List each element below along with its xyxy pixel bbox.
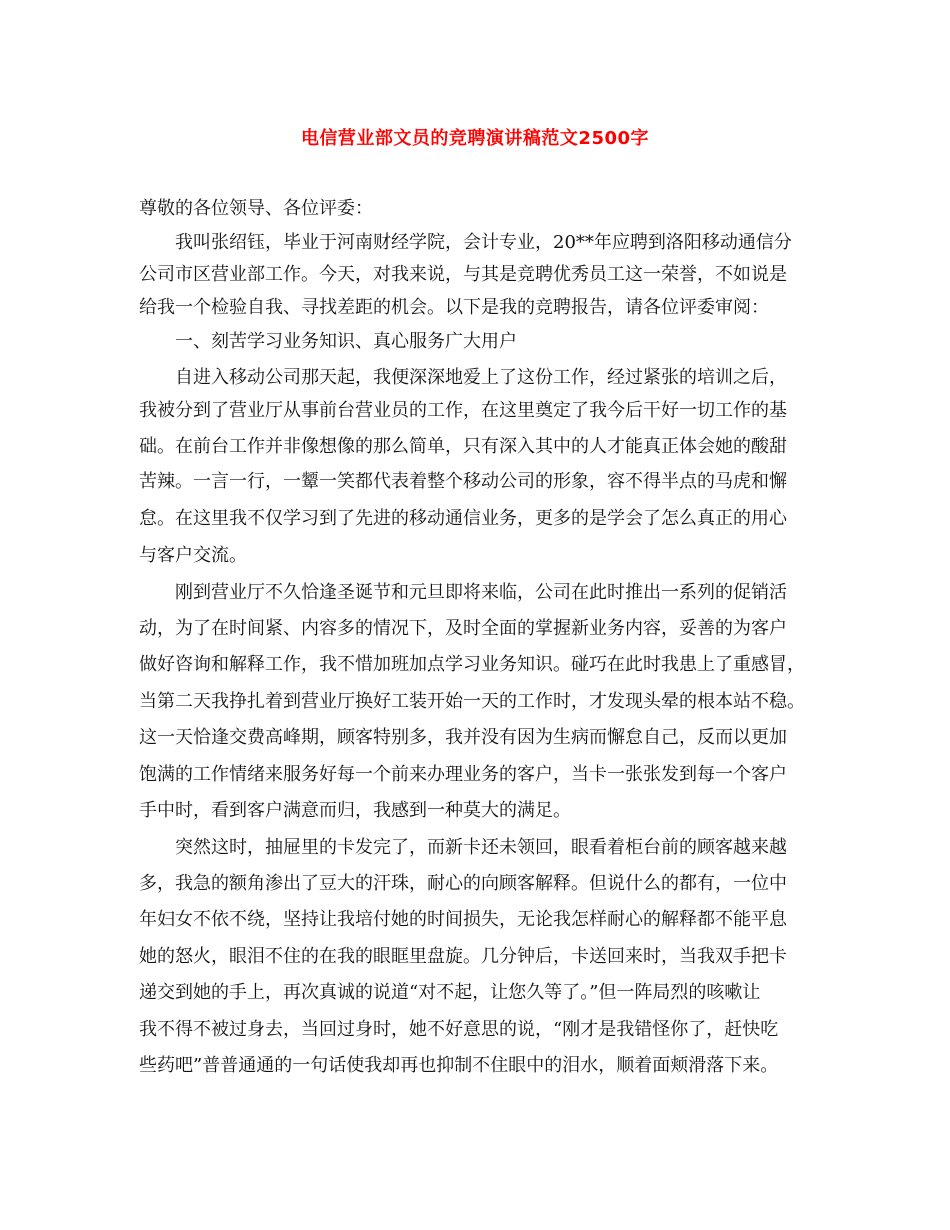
paragraph-line: 我被分到了营业厅从事前台营业员的工作，在这里奠定了我今后干好一切工作的基	[139, 400, 787, 421]
paragraph-line: 公司市区营业部工作。今天，对我来说，与其是竞聘优秀员工这一荣誉，不如说是	[139, 264, 787, 285]
paragraph-line: 动，为了在时间紧、内容多的情况下，及时全面的掌握新业务内容，妥善的为客户	[139, 618, 787, 639]
paragraph-line: 自进入移动公司那天起，我便深深地爱上了这份工作，经过紧张的培训之后，	[175, 367, 787, 388]
paragraph-line: 与客户交流。	[139, 545, 247, 566]
section-heading: 一、刻苦学习业务知识、真心服务广大用户	[175, 331, 517, 352]
paragraph-line: 些药吧”普普通通的一句话使我却再也抑制不住眼中的泪水，顺着面颊滑落下来。	[139, 1055, 779, 1076]
paragraph-line: 这一天恰逢交费高峰期，顾客特别多，我并没有因为生病而懈怠自己，反而以更加	[139, 727, 787, 748]
paragraph-line: 手中时，看到客户满意而归，我感到一种莫大的满足。	[139, 800, 571, 821]
paragraph-line: 做好咨询和解释工作，我不惜加班加点学习业务知识。碰巧在此时我患上了重感冒，	[139, 654, 805, 675]
paragraph-line: 苦辣。一言一行，一颦一笑都代表着整个移动公司的形象，容不得半点的马虎和懈	[139, 471, 787, 492]
paragraph-line: 础。在前台工作并非像想像的那么简单，只有深入其中的人才能真正体会她的酸甜	[139, 436, 787, 457]
paragraph-line: 饱满的工作情绪来服务好每一个前来办理业务的客户，当卡一张张发到每一个客户	[139, 764, 787, 785]
paragraph-line: 给我一个检验自我、寻找差距的机会。以下是我的竞聘报告，请各位评委审阅：	[139, 297, 769, 318]
paragraph-line: 当第二天我挣扎着到营业厅换好工装开始一天的工作时，才发现头晕的根本站不稳。	[139, 691, 805, 712]
paragraph-line: 她的怒火，眼泪不住的在我的眼眶里盘旋。几分钟后，卡送回来时，当我双手把卡	[139, 946, 787, 967]
salutation-line: 尊敬的各位领导、各位评委：	[139, 198, 373, 219]
paragraph-line: 刚到营业厅不久恰逢圣诞节和元旦即将来临，公司在此时推出一系列的促销活	[175, 582, 787, 603]
paragraph-line: 怠。在这里我不仅学习到了先进的移动通信业务，更多的是学会了怎么真正的用心	[139, 508, 787, 529]
paragraph-line: 我叫张绍钰，毕业于河南财经学院，会计专业，20**年应聘到洛阳移动通信分	[175, 232, 792, 253]
paragraph-line: 我不得不被过身去，当回过身时，她不好意思的说，“刚才是我错怪你了，赶快吃	[139, 1019, 779, 1040]
paragraph-line: 多，我急的额角渗出了豆大的汗珠，耐心的向顾客解释。但说什么的都有，一位中	[139, 873, 787, 894]
document-title: 电信营业部文员的竞聘演讲稿范文2500字	[300, 128, 650, 149]
paragraph-line: 递交到她的手上，再次真诚的说道“对不起，让您久等了。”但一阵局烈的咳嗽让	[139, 982, 761, 1003]
paragraph-line: 突然这时，抽屉里的卡发完了，而新卡还未领回，眼看着柜台前的顾客越来越	[175, 837, 787, 858]
paragraph-line: 年妇女不依不绕，坚持让我培付她的时间损失，无论我怎样耐心的解释都不能平息	[139, 909, 787, 930]
